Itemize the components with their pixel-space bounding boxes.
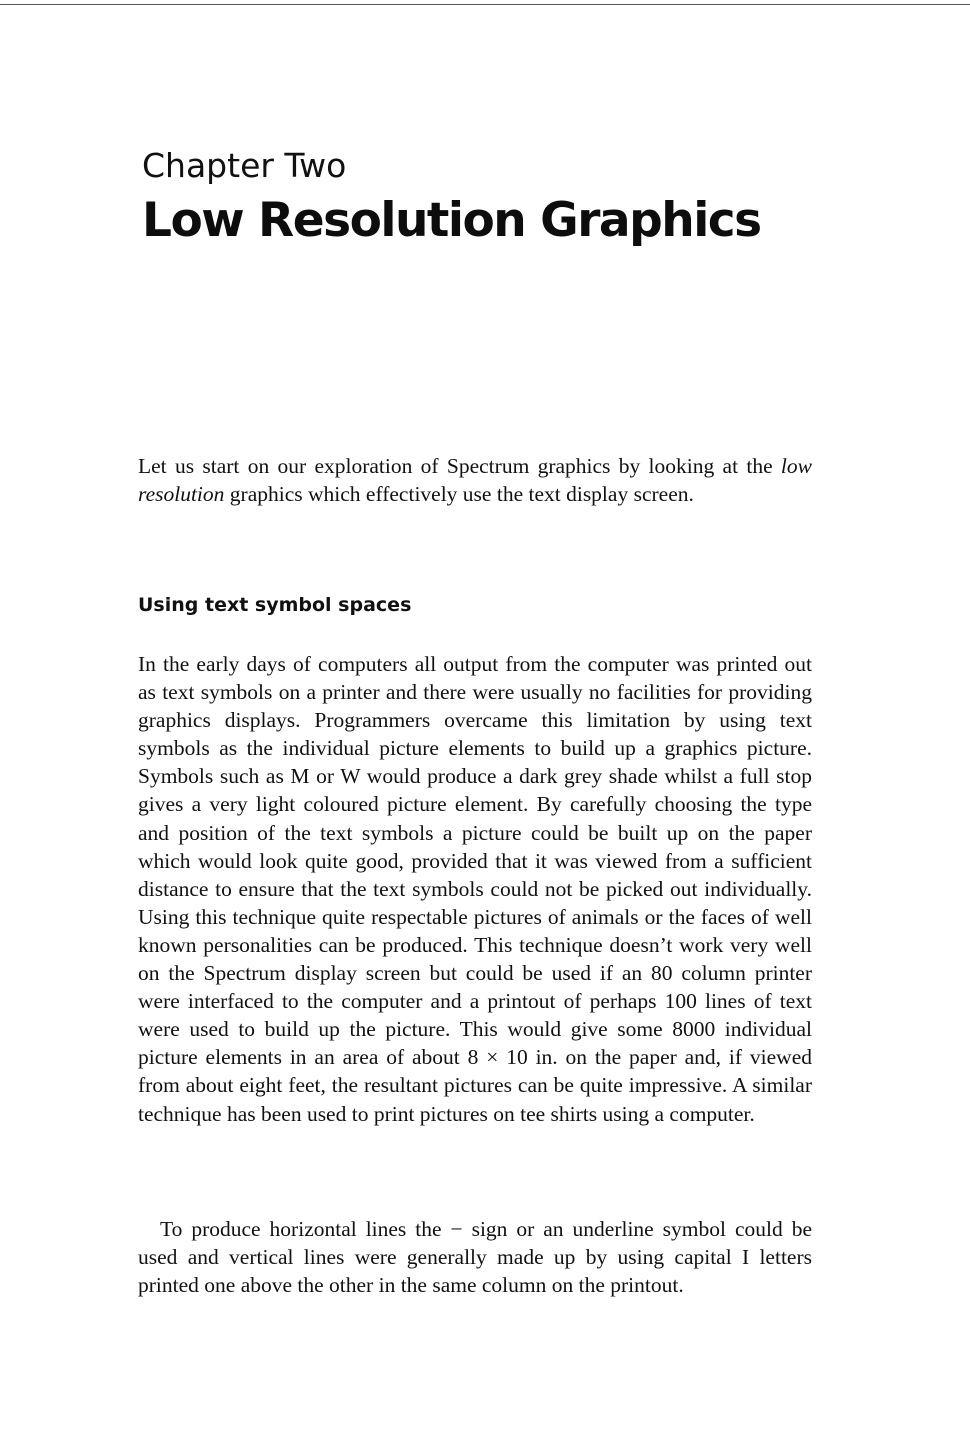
intro-text-after: graphics which effectively use the text display screen. [224,482,694,507]
chapter-title: Low Resolution Graphics [142,193,761,248]
intro-text-before: Let us start on our exploration of Spectrum graphics by looking at the [138,454,781,478]
intro-paragraph [138,452,812,509]
body-paragraph-2: To produce horizontal lines the − sign or an underline symbol could be used and vertical lines were generally made up by using capital I letters printed one above the other in the same column on the printout. [138,1217,812,1298]
body-paragraph-1: In the early days of computers all output from the computer was printed out as text symbols on a printer and there were usually no facilities for providing graphics displays. Programmers overcame this limitation by using text symbols as the individual picture elements to build up a graphics picture. Symbols such as M or W would produce a dark grey shade whilst a full stop gives a very light coloured picture element. By carefully choosing the type and position of the text symbols a picture could be built up on the paper which would look quite good, provided that it was viewed from a sufficient distance to ensure that the text symbols could not be picked out individually. Using this technique quite respectable pictures of animals or the faces of well known personalities can be produced. This technique doesn’t work very well on the Spectrum display screen but could be used if an 80 column printer were interfaced to the computer and a printout of perhaps 100 lines of text were used to build up the picture. This would give some 8000 individual picture elements in an area of about 8 × 10 in. on the paper and, if viewed from about eight feet, the resultant pictures can be quite impressive. A similar technique has been used to print pictures on tee shirts using a computer. [138,652,812,1126]
chapter-number-label: Chapter Two [142,146,347,185]
intro-emphasis: low resolution [138,454,812,507]
page-top-rule [0,4,970,5]
section-heading: Using text symbol spaces [138,594,412,616]
